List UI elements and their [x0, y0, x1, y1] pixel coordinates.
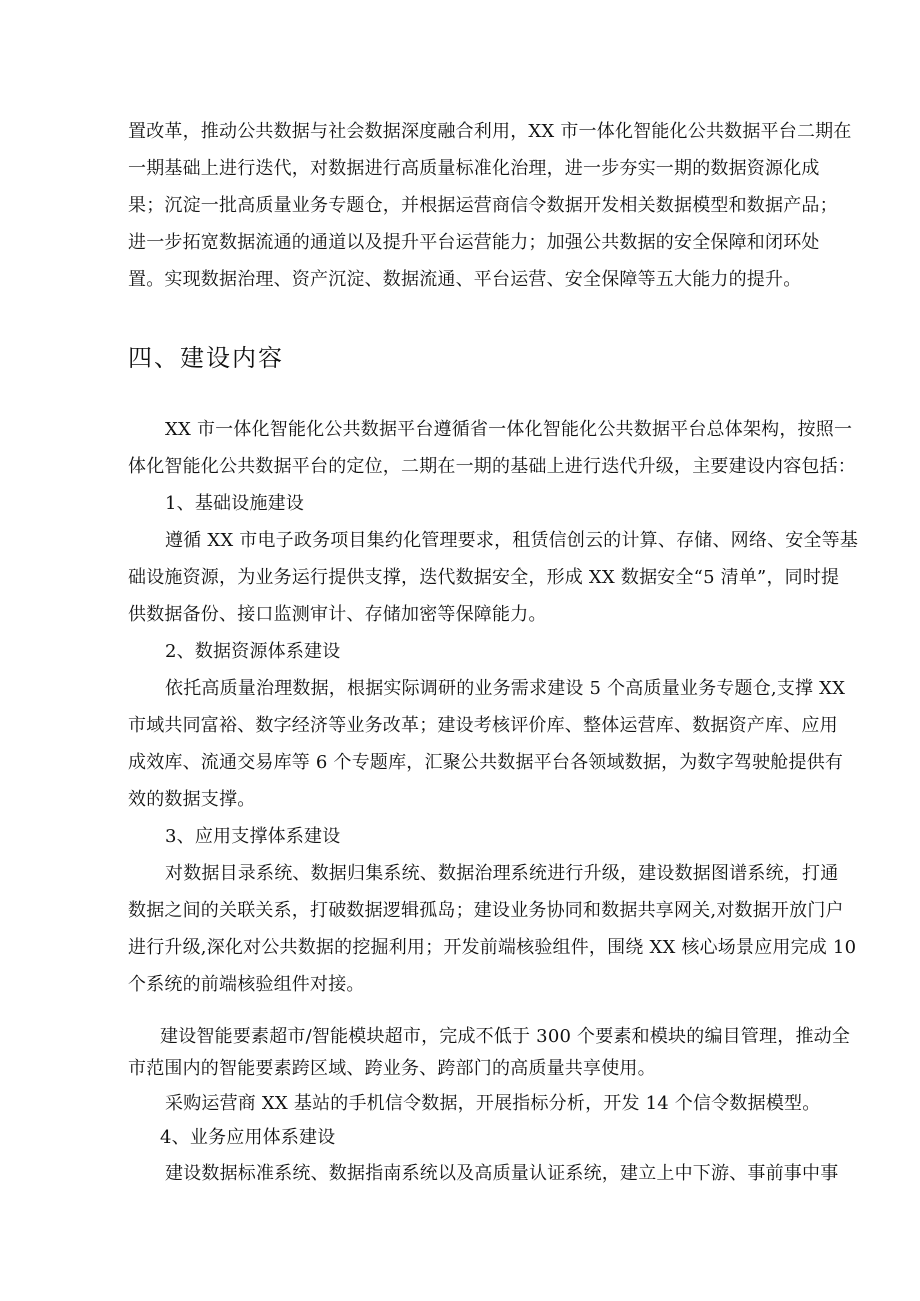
item3-extra-line-2: 市范围内的智能要素跨区域、跨业务、跨部门的高质量共享使用。 — [128, 1058, 656, 1079]
overview-line-1: XX 市一体化智能化公共数据平台遵循省一体化智能化公共数据平台总体架构，按照一 — [165, 419, 853, 440]
item4-line-1: 建设数据标准系统、数据指南系统以及高质量认证系统，建立上中下游、事前事中事 — [165, 1163, 839, 1184]
item1-line-1: 遵循 XX 市电子政务项目集约化管理要求，租赁信创云的计算、存储、网络、安全等基 — [165, 530, 859, 551]
item3-line-3: 进行升级,深化对公共数据的挖掘利用；开发前端核验组件，围绕 XX 核心场景应用完成 10 — [128, 937, 857, 958]
item2-line-2: 市域共同富裕、数字经济等业务改革；建设考核评价库、整体运营库、数据资产库、应用 — [128, 715, 838, 736]
intro-line-3: 果；沉淀一批高质量业务专题仓，并根据运营商信令数据开发相关数据模型和数据产品； — [128, 195, 838, 216]
item3-line-4: 个系统的前端核验组件对接。 — [128, 974, 365, 995]
item3-extra-line-1: 建设智能要素超市/智能模块超市，完成不低于 300 个要素和模块的编目管理，推动全 — [160, 1026, 851, 1047]
item3-extra-line-3: 采购运营商 XX 基站的手机信令数据，开展指标分析，开发 14 个信令数据模型。 — [165, 1093, 821, 1114]
item2-line-1: 依托高质量治理数据，根据实际调研的业务需求建设 5 个高质量业务专题仓,支撑 XX — [165, 678, 846, 699]
item2-line-3: 成效库、流通交易库等 6 个专题库，汇聚公共数据平台各领域数据，为数字驾驶舱提供有 — [128, 752, 844, 773]
intro-line-4: 进一步拓宽数据流通的通道以及提升平台运营能力；加强公共数据的安全保障和闭环处 — [128, 232, 820, 253]
item1-title: 1、基础设施建设 — [165, 493, 305, 514]
intro-line-5: 置。实现数据治理、资产沉淀、数据流通、平台运营、安全保障等五大能力的提升。 — [128, 269, 802, 290]
item3-line-2: 数据之间的关联关系，打破数据逻辑孤岛；建设业务协同和数据共享网关,对数据开放门户 — [128, 900, 844, 921]
item3-title: 3、应用支撑体系建设 — [165, 826, 341, 847]
item3-line-1: 对数据目录系统、数据归集系统、数据治理系统进行升级，建设数据图谱系统，打通 — [165, 863, 839, 884]
item1-line-3: 供数据备份、接口监测审计、存储加密等保障能力。 — [128, 604, 547, 625]
intro-line-1: 置改革，推动公共数据与社会数据深度融合利用，XX 市一体化智能化公共数据平台二期在 — [128, 121, 852, 142]
item1-line-2: 础设施资源，为业务运行提供支撑，迭代数据安全，形成 XX 数据安全“5 清单”，同时提 — [128, 567, 840, 588]
section-heading: 四、建设内容 — [128, 344, 284, 372]
intro-line-2: 一期基础上进行迭代，对数据进行高质量标准化治理，进一步夯实一期的数据资源化成 — [128, 158, 820, 179]
item2-line-4: 效的数据支撑。 — [128, 789, 256, 810]
item2-title: 2、数据资源体系建设 — [165, 641, 341, 662]
item4-title: 4、业务应用体系建设 — [160, 1127, 336, 1148]
overview-line-2: 体化智能化公共数据平台的定位，二期在一期的基础上进行迭代升级，主要建设内容包括： — [128, 456, 856, 477]
